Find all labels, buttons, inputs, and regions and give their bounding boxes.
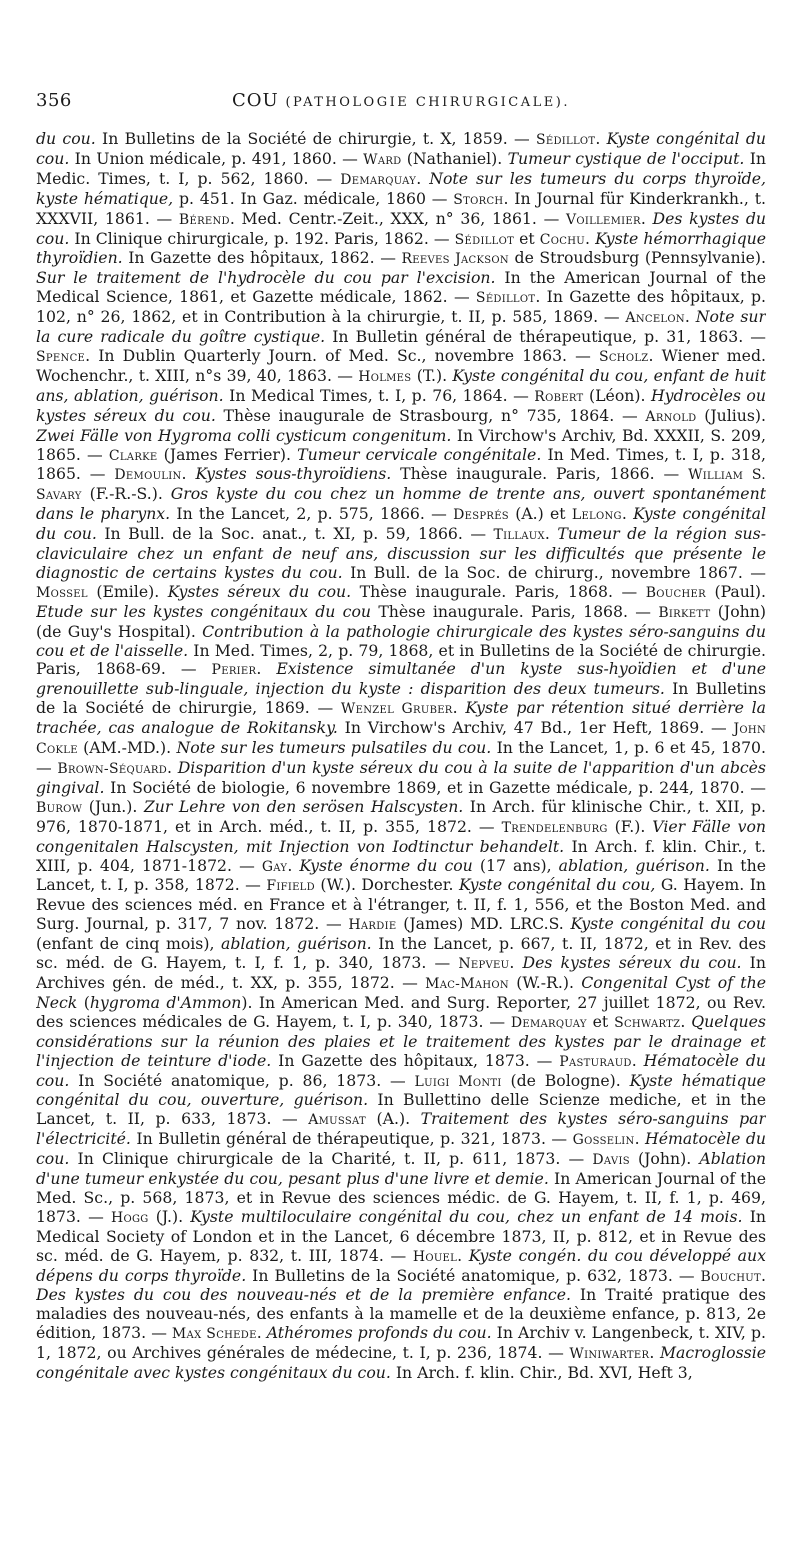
author-name: Cochu bbox=[539, 231, 586, 248]
author-name: Birkett bbox=[658, 604, 711, 621]
author-name: Reeves Jackson bbox=[401, 251, 509, 268]
citation-title: Note sur la cure radicale du goître cystique. bbox=[36, 307, 766, 347]
citation-text: . bbox=[167, 758, 178, 777]
author-name: Lelong bbox=[571, 507, 622, 524]
citation-text: . bbox=[761, 1265, 766, 1285]
author-name: Hogg bbox=[111, 1209, 149, 1226]
citation-text: In Med. Times, 2, p. 79, 1868, et in Bulletins de la Société de chirurgie. Paris, 1868-69. — bbox=[36, 640, 766, 679]
citation-text: Thèse inaugurale de Strasbourg, n° 735, 1864. — bbox=[215, 405, 646, 425]
citation-text: . bbox=[680, 1011, 692, 1031]
citation-text: ( bbox=[77, 992, 90, 1012]
citation-text: . bbox=[509, 953, 523, 973]
author-name: Storch bbox=[453, 191, 504, 208]
citation-text: In Société anatomique, p. 86, 1873. — bbox=[69, 1070, 415, 1090]
author-name: Winiwarter bbox=[569, 1346, 650, 1363]
citation-text: In Bulletin général de thérapeutique, p. 31, 1863. — bbox=[325, 327, 766, 347]
citation-text: In Archives gén. de méd., t. XX, p. 355, 1872. — bbox=[36, 953, 766, 992]
author-name: Davis bbox=[592, 1152, 630, 1169]
citation-text: In Clinique chirurgicale, p. 192. Paris, 1862. — bbox=[69, 228, 455, 248]
citation-text: (F.-R.-S.). bbox=[81, 484, 171, 504]
citation-text: . bbox=[684, 307, 696, 327]
author-name: Pasturaud bbox=[559, 1053, 632, 1070]
citation-text: (Nathaniel). bbox=[401, 148, 508, 168]
citation-text: In Virchow's Archiv, 47 Bd., 1er Heft, 1869. — bbox=[337, 718, 734, 738]
author-name: Ancelon bbox=[625, 310, 685, 327]
citation-title: Kyste congénital du cou bbox=[570, 914, 766, 934]
citation-text: In Medical Times, t. I, p. 76, 1864. — bbox=[223, 385, 535, 405]
citation-text: (17 ans), bbox=[472, 855, 559, 875]
citation-text: . In Journal für Kinderkrankh., t. XXXVII, 1861. — bbox=[36, 188, 766, 228]
citation-text: In Clinique chirurgicale de la Charité, t. II, p. 611, 1873. — bbox=[69, 1149, 593, 1169]
page-number: 356 bbox=[36, 90, 72, 111]
citation-text: . In Dublin Quarterly Journ. of Med. Sc., novembre 1863. — bbox=[85, 345, 599, 365]
citation-text: (John). bbox=[629, 1149, 700, 1169]
author-name: Max Schede bbox=[171, 1326, 257, 1343]
citation-title: Hématocèle du cou. bbox=[36, 1129, 766, 1169]
author-name: Mossel bbox=[36, 584, 88, 601]
citation-text: . bbox=[621, 504, 634, 524]
citation-title: Kyste congénital du cou. bbox=[36, 130, 766, 168]
citation-title: Kyste hématique congénital du cou, ouverture, guérison. bbox=[36, 1070, 766, 1110]
citation-title: Sur le traitement de l'hydrocèle du cou par l'excision. bbox=[36, 268, 496, 288]
citation-text: . bbox=[544, 524, 558, 544]
citation-text: In Medical Society of London et in the Lancet, 6 décembre 1873, II, p. 812, et in Revue des sc. méd. de G. Hayem, p. 832, t. III, 1874. — bbox=[36, 1206, 766, 1265]
citation-title: Tumeur cystique de l'occiput. bbox=[507, 148, 745, 168]
citation-text: (W.-R.). bbox=[508, 972, 582, 992]
citation-title: Hydrocèles ou kystes séreux du cou. bbox=[36, 385, 766, 425]
citation-title: Kyste congénital du cou. bbox=[36, 504, 766, 544]
author-name: Houel bbox=[412, 1248, 458, 1265]
citation-title: Contribution à la pathologie chirurgicale des kystes séro-sanguins du cou et de l'aisselle. bbox=[36, 621, 766, 660]
citation-text: In Bullettino delle Scienze mediche, et in the Lancet, t. II, p. 633, 1873. — bbox=[36, 1090, 766, 1129]
citation-text: (James) MD. LRC.S. bbox=[396, 914, 571, 934]
citation-text: (Emile). bbox=[87, 581, 168, 601]
citation-text: In Union médicale, p. 491, 1860. — bbox=[69, 148, 364, 168]
author-name: Hardie bbox=[348, 917, 397, 934]
citation-text: In the Lancet, 1, p. 6 et 45, 1870. — bbox=[36, 738, 766, 777]
citation-title: du cou. bbox=[36, 130, 96, 148]
author-name: Burow bbox=[36, 799, 83, 816]
citation-title: Disparition d'un kyste séreux du cou à la suite de l'apparition d'un abcès gingival. bbox=[36, 758, 766, 797]
citation-title: Athéromes profonds du cou. bbox=[266, 1323, 492, 1343]
author-name: Scholz bbox=[598, 348, 649, 365]
author-name: Voillemier bbox=[565, 211, 641, 228]
citation-text: In Med. Times, t. I, p. 318, 1865. — bbox=[36, 444, 766, 484]
citation-title: Des kystes séreux du cou. bbox=[522, 953, 742, 973]
citation-title: Congenital Cyst of the Neck bbox=[36, 972, 766, 1012]
author-name: Fifield bbox=[266, 878, 315, 895]
running-title-main: COU bbox=[232, 90, 279, 111]
citation-text: In Bulletins de la Société de chirurgie, 1869. — bbox=[36, 679, 766, 718]
citation-text: de Stroudsburg (Pennsylvanie). bbox=[508, 248, 766, 268]
citation-title: Kyste énorme du cou bbox=[299, 855, 473, 875]
citation-text: et bbox=[514, 228, 540, 248]
author-name: Robert bbox=[534, 388, 584, 405]
citation-title: ablation, guérison. bbox=[558, 855, 710, 875]
citation-text: Thèse inaugurale. Paris, 1866. — bbox=[391, 464, 689, 484]
author-name: Bouchut bbox=[700, 1268, 761, 1285]
citation-text: In Société de biologie, 6 novembre 1869, et in Gazette médicale, p. 244, 1870. — bbox=[104, 777, 766, 797]
citation-title: Des kystes du cou. bbox=[36, 208, 766, 248]
citation-text: . bbox=[287, 855, 300, 875]
citation-title: Traitement des kystes séro-sanguins par l'électricité. bbox=[36, 1109, 766, 1149]
running-title-sub: (PATHOLOGIE CHIRURGICALE). bbox=[285, 95, 570, 110]
citation-text: (enfant de cinq mois), bbox=[36, 934, 221, 954]
bibliography-text bbox=[36, 130, 766, 1490]
citation-text: In Arch. für klinische Chir., t. XII, p. 976, 1870-1871, et in Arch. méd., t. II, p. 355, 1872. — bbox=[36, 796, 766, 836]
author-name: Bérend bbox=[178, 211, 230, 228]
citation-text: . bbox=[181, 464, 196, 484]
citation-text: In Medic. Times, t. I, p. 562, 1860. — bbox=[36, 148, 766, 188]
citation-text: . bbox=[585, 228, 596, 248]
author-name: Spence bbox=[36, 348, 86, 365]
citation-text: (W.). Dorchester. bbox=[314, 875, 459, 895]
citation-text: In the American Journal of the Medical Science, 1861, et Gazette médicale, 1862. — bbox=[36, 268, 766, 307]
citation-title: Kyste par rétention situé derrière la trachée, cas analogue de Rokitansky. bbox=[36, 698, 766, 738]
author-name: Demarquay bbox=[340, 171, 417, 188]
citation-title: Hématocèle du cou. bbox=[36, 1050, 766, 1090]
citation-title: Kystes séreux du cou. bbox=[167, 581, 352, 601]
citation-title: Note sur les tumeurs pulsatiles du cou. bbox=[176, 738, 492, 758]
author-name: Perier bbox=[211, 662, 257, 679]
citation-title: Etude sur les kystes congénitaux du cou bbox=[36, 601, 372, 621]
citation-text: . Wiener med. Wochenchr., t. XIII, n°s 39, 40, 1863. — bbox=[36, 345, 766, 385]
citation-text: (Paul). bbox=[705, 581, 766, 601]
citation-text: . bbox=[631, 1050, 644, 1070]
citation-text: In the Lancet, p. 667, t. II, 1872, et in Rev. des sc. méd. de G. Hayem, t. I, f. 1, p. 340, 1873. — bbox=[36, 934, 766, 973]
citation-text: . bbox=[416, 168, 430, 188]
citation-title: ablation, guérison. bbox=[220, 934, 372, 954]
author-name: Brown-Séquard bbox=[57, 761, 168, 777]
running-title bbox=[36, 90, 766, 111]
citation-title: Gros kyste du cou chez un homme de trente ans, ouvert spontanément dans le pharynx. bbox=[36, 484, 766, 524]
author-name: John Cokle bbox=[36, 721, 766, 758]
citation-text: . bbox=[649, 1343, 660, 1363]
citation-text: . bbox=[595, 130, 607, 148]
citation-text: In Arch. f. klin. Chir., Bd. XVI, Heft 3, bbox=[390, 1363, 693, 1383]
citation-text: (F.). bbox=[607, 816, 653, 836]
citation-text: In Gazette des hôpitaux, 1862. — bbox=[122, 248, 402, 268]
citation-text: In Bulletin général de thérapeutique, p. 321, 1873. — bbox=[130, 1129, 573, 1149]
citation-text: (John) (de Guy's Hospital). bbox=[36, 601, 766, 641]
citation-text: In the Lancet, 2, p. 575, 1866. — bbox=[170, 504, 454, 524]
citation-text: In Traité pratique des maladies des nouveau-nés, des enfants à la mamelle et de la deuxième enfance, p. 813, 2e édition, 1873. — bbox=[36, 1285, 766, 1343]
author-name: Tillaux bbox=[493, 527, 545, 544]
citation-title: Kyste hémorrhagique thyroïdien. bbox=[36, 228, 766, 268]
author-name: Amussat bbox=[308, 1112, 366, 1129]
citation-text: (AM.-MD.). bbox=[77, 738, 177, 758]
citation-text: . bbox=[634, 1129, 646, 1149]
citation-text: (T.). bbox=[411, 365, 453, 385]
citation-text: (de Bologne). bbox=[501, 1070, 630, 1090]
page-header bbox=[36, 90, 766, 116]
citation-text: In the Lancet, t. I, p. 358, 1872. — bbox=[36, 855, 766, 895]
author-name: Sédillot bbox=[454, 231, 515, 248]
citation-text: In Gazette des hôpitaux, 1873. — bbox=[271, 1050, 560, 1070]
citation-title: Ablation d'une tumeur enkystée du cou, pesant plus d'une livre et demie. bbox=[36, 1149, 766, 1189]
citation-text: In Bull. de la Soc. anat., t. XI, p. 59, 1866. — bbox=[96, 524, 494, 544]
citation-text: (J.). bbox=[148, 1206, 191, 1226]
citation-text: (A.). bbox=[365, 1109, 421, 1129]
author-name: Sédillot bbox=[475, 290, 536, 307]
author-name: Holmes bbox=[358, 368, 412, 385]
citation-title: Note sur les tumeurs du corps thyroïde, kyste hématique, bbox=[36, 168, 766, 208]
citation-text: . bbox=[457, 1245, 469, 1265]
author-name: Gosselin bbox=[572, 1132, 635, 1149]
citation-title: Zur Lehre von den serösen Halscysten. bbox=[143, 796, 464, 816]
citation-text: Thèse inaugurale. Paris, 1868. — bbox=[351, 581, 646, 601]
citation-title: Quelques considérations sur la réunion des plaies et le traitement des kystes par le drainage et l'injection de teinture d'iode. bbox=[36, 1011, 766, 1070]
author-name: Boucher bbox=[645, 584, 706, 601]
citation-title: Existence simultanée d'un kyste sus-hyoïdien et d'une grenouillette sub-linguale, injection du kyste : disparition des deux tumeurs. bbox=[36, 659, 766, 699]
author-name: Luigi Monti bbox=[414, 1073, 502, 1090]
citation-text: In Virchow's Archiv, Bd. XXXII, S. 209, 1865. — bbox=[36, 425, 766, 464]
author-name: Trendelenburg bbox=[501, 819, 608, 836]
citation-text: (Léon). bbox=[583, 385, 651, 405]
citation-text: In Bull. de la Soc. de chirurg., novembre 1867. — bbox=[342, 562, 766, 582]
citation-title: Macroglossie congénitale avec kystes congénitaux du cou. bbox=[36, 1343, 766, 1383]
citation-text: (A.) et bbox=[508, 504, 572, 524]
author-name: Wenzel Gruber bbox=[340, 701, 453, 718]
author-name: Mac-Mahon bbox=[425, 975, 509, 992]
citation-text: In Arch. f. klin. Chir., t. XIII, p. 404, 1871-1872. — bbox=[36, 836, 766, 875]
citation-text: . bbox=[640, 208, 653, 228]
author-name: Clarke bbox=[108, 447, 158, 464]
citation-title: Vier Fälle von congenitalen Halscysten, mit Injection von Iodtinctur behandelt. bbox=[36, 816, 766, 856]
author-name: William S. Savary bbox=[36, 467, 766, 504]
author-name: Gay bbox=[261, 858, 288, 875]
citation-text: (Julius). bbox=[696, 405, 766, 425]
citation-title: Kyste multiloculaire congénital du cou, chez un enfant de 14 mois. bbox=[190, 1206, 743, 1226]
citation-text: G. Hayem. In Revue des sciences méd. en France et à l'étranger, t. II, f. 1, 556, et the Boston Med. and Surg. Journal, p. 317, 7 nov. 1872. — bbox=[36, 875, 766, 934]
author-name: Demoulin bbox=[114, 467, 182, 484]
citation-title: Tumeur cervicale congénitale. bbox=[297, 444, 542, 464]
citation-title: Tumeur de la région sus-claviculaire chez un enfant de neuf ans, discussion sur les difficultés que présente le diagnostic de certains kystes du cou. bbox=[36, 524, 766, 582]
citation-text: . bbox=[256, 659, 277, 679]
author-name: Després bbox=[453, 507, 509, 524]
citation-text: . Med. Centr.-Zeit., XXX, n° 36, 1861. — bbox=[229, 208, 566, 228]
author-name: Nepveu bbox=[458, 956, 510, 973]
citation-title: hygroma d'Ammon bbox=[89, 992, 242, 1012]
citation-text: In Bulletins de la Société de chirurgie, t. X, 1859. — bbox=[95, 130, 536, 148]
citation-text: Thèse inaugurale. Paris, 1868. — bbox=[371, 601, 659, 621]
citation-text: (Jun.). bbox=[82, 796, 144, 816]
citation-text: . bbox=[452, 698, 466, 718]
author-name: Schwartz bbox=[614, 1014, 681, 1031]
citation-title: Kystes sous-thyroïdiens. bbox=[195, 464, 392, 484]
citation-text: et bbox=[586, 1011, 615, 1031]
citation-text: ). In American Med. and Surg. Reporter, 27 juillet 1872, ou Rev. des sciences médicales de G. Hayem, t. I, p. 340, 1873. — bbox=[36, 992, 766, 1031]
citation-title: Kyste congén. du cou développé aux dépens du corps thyroïde. bbox=[36, 1245, 766, 1285]
citation-text: In American Journal of the Med. Sc., p. 568, 1873, et in Revue des sciences médic. de G. Hayem, t. II, f. 1, p. 469, 1873. — bbox=[36, 1169, 766, 1226]
author-name: Demarquay bbox=[510, 1014, 587, 1031]
author-name: Ward bbox=[363, 151, 402, 168]
citation-text: In Bulletins de la Société anatomique, p. 632, 1873. — bbox=[246, 1265, 701, 1285]
author-name: Sédillot bbox=[535, 132, 596, 148]
citation-text: In Archiv v. Langenbeck, t. XIV, p. 1, 1872, ou Archives générales de médecine, t. I, p. 236, 1874. — bbox=[36, 1323, 766, 1363]
citation-title: Zwei Fälle von Hygroma colli cysticum congenitum. bbox=[36, 425, 452, 445]
author-name: Arnold bbox=[645, 408, 697, 425]
citation-title: Des kystes du cou des nouveau-nés et de la première enfance. bbox=[36, 1285, 571, 1305]
citation-text: p. 451. In Gaz. médicale, 1860 — bbox=[173, 188, 454, 208]
citation-text: . bbox=[256, 1323, 267, 1343]
citation-title: Kyste congénital du cou, bbox=[458, 875, 656, 895]
citation-title: Kyste congénital du cou, enfant de huit ans, ablation, guérison. bbox=[36, 365, 766, 405]
citation-text: . In Gazette des hôpitaux, p. 102, n° 26, 1862, et in Contribution à la chirurgie, t. II, p. 585, 1869. — bbox=[36, 287, 766, 327]
citation-text: (James Ferrier). bbox=[157, 444, 298, 464]
